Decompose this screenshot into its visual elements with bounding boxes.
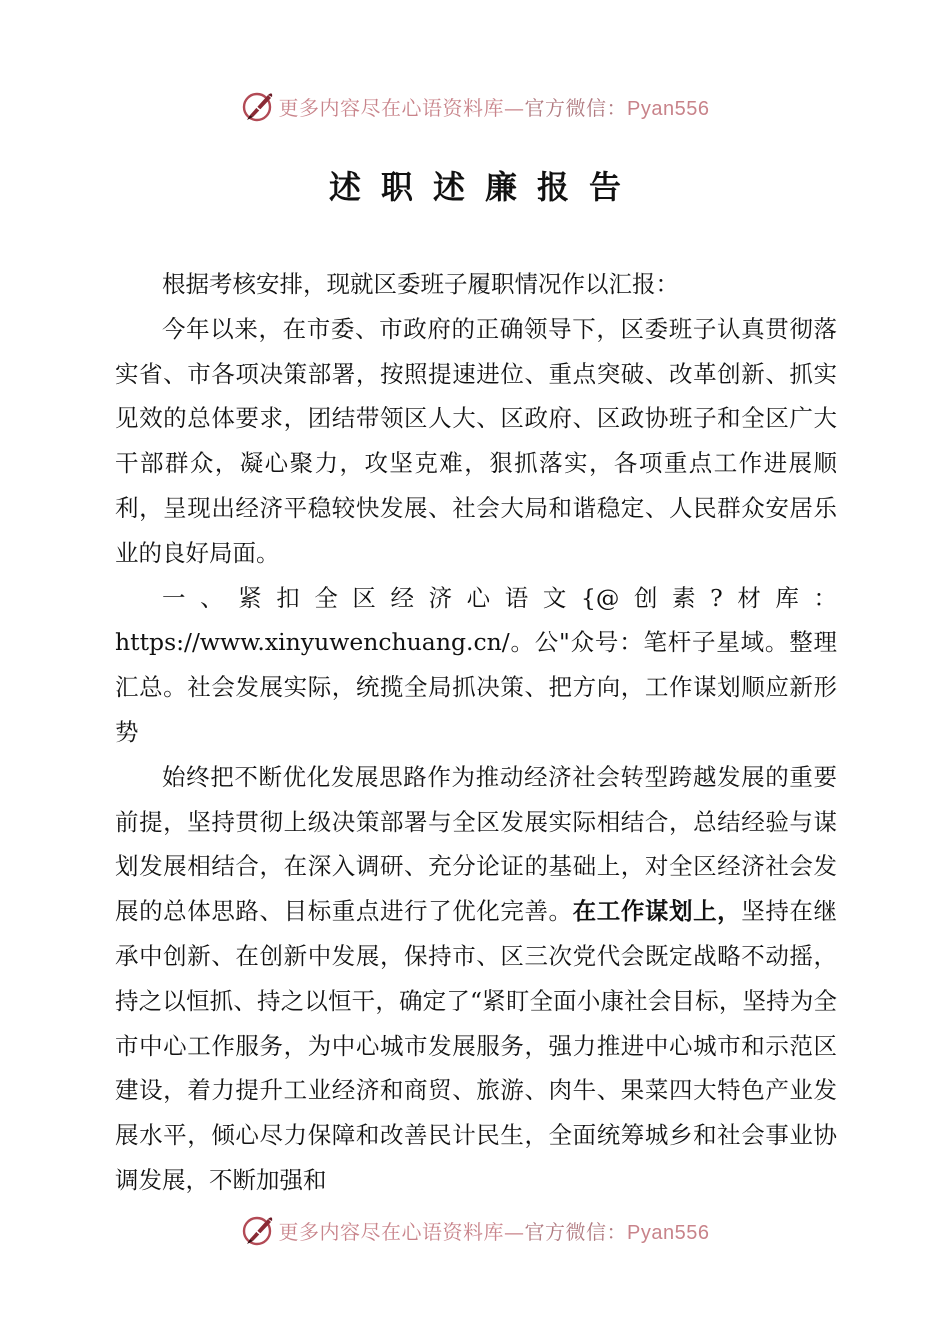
banner-text	[279, 92, 710, 121]
section-heading-1: 一、紧扣全区经济心语文{@创素?材库：https://www.xinyuwenchuang.cn/。公"众号：笔杆子星域。整理汇总。社会发展实际，统揽全局抓决策、把方向，工作谋划顺应新形势	[115, 583, 837, 746]
banner-separator: —	[504, 1219, 525, 1244]
paragraph-section-1	[115, 755, 837, 1203]
document-title: 述职述廉报告	[328, 168, 641, 206]
paragraph-overview: 今年以来，在市委、市政府的正确领导下，区委班子认真贯彻落实省、市各项决策部署，按照提速进位、重点突破、改革创新、抓实见效的总体要求，团结带领区人大、区政府、区政协班子和全区广大干部群众，凝心聚力，攻坚克难，狠抓落实，各项重点工作进展顺利，呈现出经济平稳较快发展、社会大局和谐稳定、人民群众安居乐业的良好局面。	[115, 314, 837, 567]
document-body	[115, 262, 837, 1203]
banner-site-text: 更多内容尽在心语资料库	[278, 1219, 505, 1244]
bold-emphasis-work-planning: 在工作谋划上，	[572, 897, 742, 926]
banner-text	[279, 1216, 710, 1245]
quill-pen-circle-icon	[241, 89, 275, 123]
footer-banner	[0, 1208, 950, 1252]
quill-pen-circle-icon	[241, 1213, 275, 1247]
banner-official-label: 官方微信：	[524, 95, 628, 120]
banner-separator: —	[504, 95, 525, 120]
banner-wechat-id: Pyan556	[627, 97, 710, 120]
header-banner	[0, 84, 950, 128]
banner-official-label: 官方微信：	[524, 1219, 628, 1244]
paragraph-section-1-start: 始终把不断优化发展思路作为推动经济社会转型跨越发展的重要前提，坚持贯彻上级决策部署与全区发展实际相结合，总结经验与谋划发展相结合，在深入调研、充分论证的基础上，对全区经济社会发展的总体思路、目标重点进行了优化完善。	[115, 762, 837, 926]
banner-site-text: 更多内容尽在心语资料库	[278, 95, 505, 120]
banner-wechat-id: Pyan556	[627, 1221, 710, 1244]
paragraph-section-1-rest: 坚持在继承中创新、在创新中发展，保持市、区三次党代会既定战略不动摇，持之以恒抓、持之以恒干，确定了“紧盯全面小康社会目标，坚持为全市中心工作服务，为中心城市发展服务，强力推进中心城市和示范区建设，着力提升工业经济和商贸、旅游、肉牛、果菜四大特色产业发展水平，倾心尽力保障和改善民计民生，全面统筹城乡和社会事业协调发展，不断加强和	[115, 897, 838, 1194]
paragraph-intro: 根据考核安排，现就区委班子履职情况作以汇报：	[162, 270, 679, 298]
